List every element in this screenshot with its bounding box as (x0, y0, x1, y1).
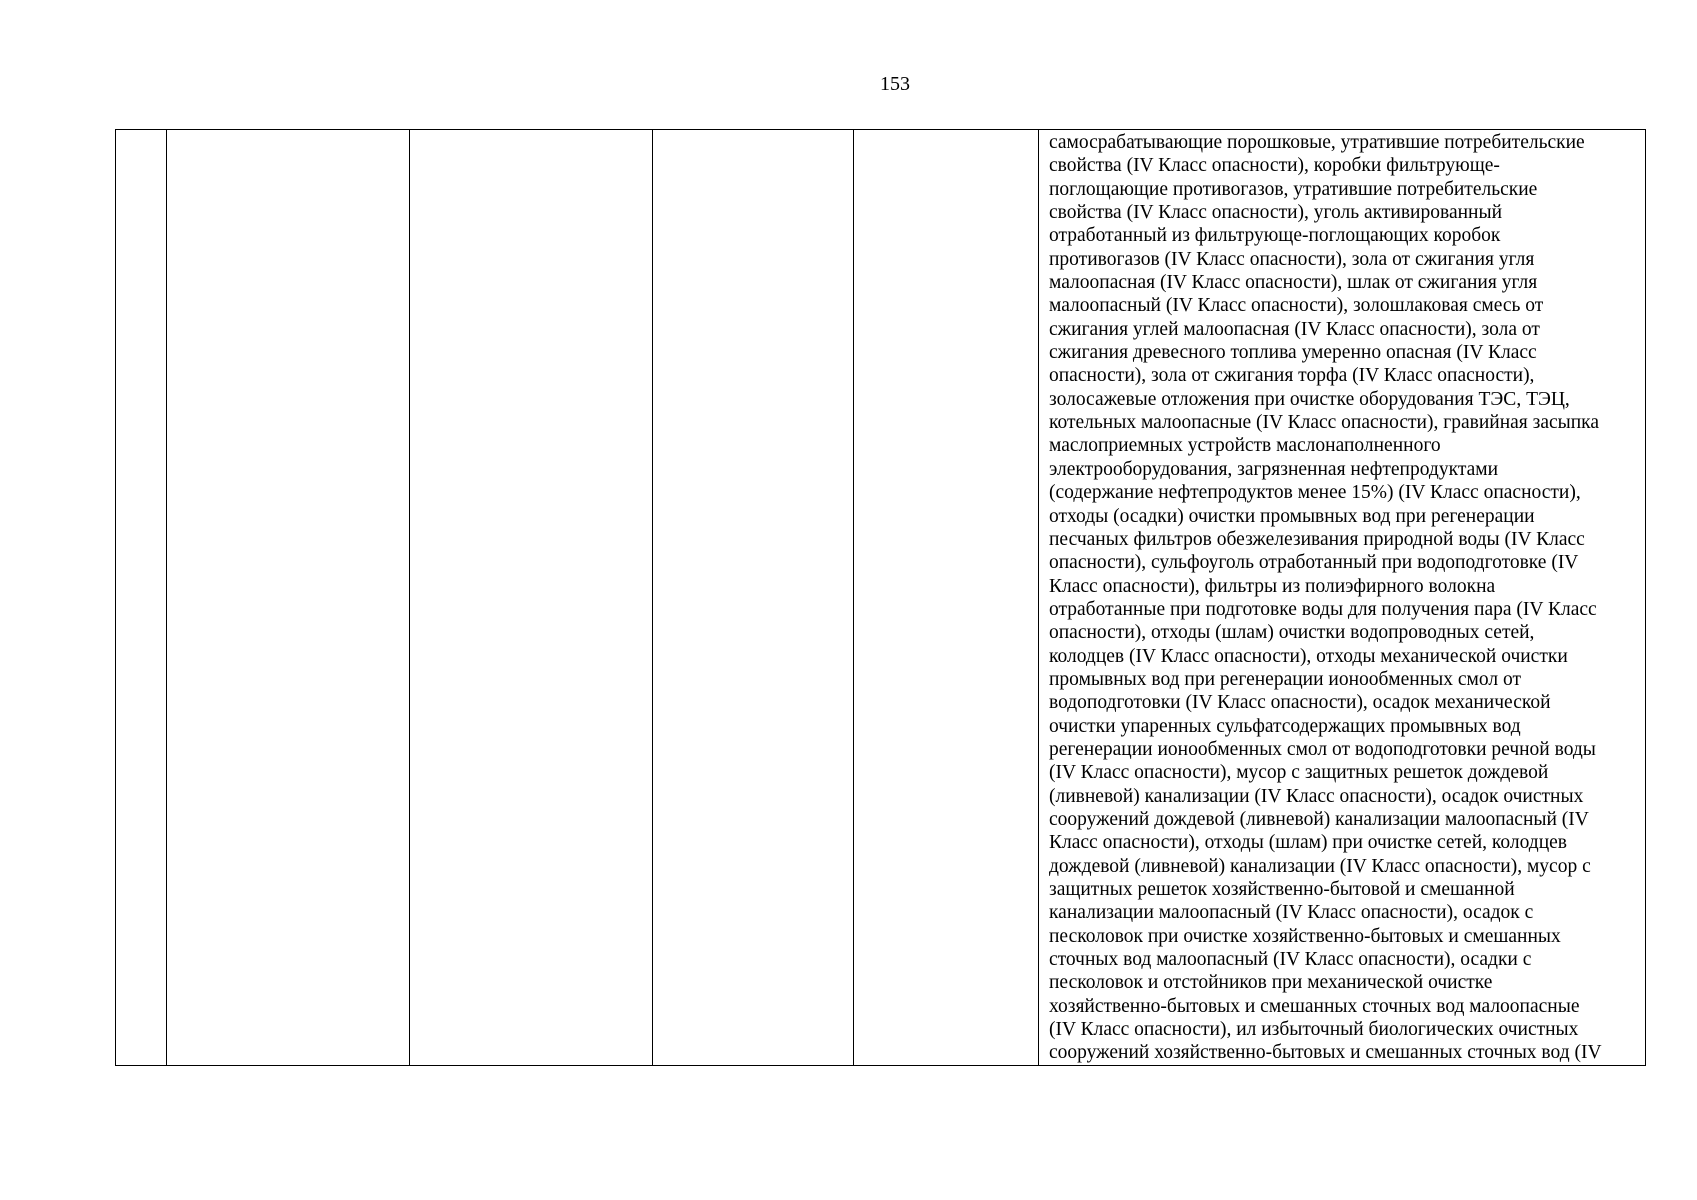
description-line: котельных малоопасные (IV Класс опасности), гравийная засыпка (1049, 412, 1600, 434)
description-line: водоподготовки (IV Класс опасности), осадок механической (1049, 692, 1551, 714)
description-line: канализации малоопасный (IV Класс опасности), осадок с (1049, 902, 1534, 924)
description-line: маслоприемных устройств маслонаполненного (1049, 435, 1441, 457)
table-row (116, 130, 1646, 1066)
description-line: отработанные при подготовке воды для получения пара (IV Класс (1049, 598, 1597, 620)
description-line: поглощающие противогазов, утратившие потребительские (1049, 178, 1538, 200)
description-line: сточных вод малоопасный (IV Класс опасности), осадки с (1049, 949, 1532, 971)
description-line: песколовок и отстойников при механической очистке (1049, 972, 1493, 994)
waste-description-text (1039, 130, 1645, 1065)
description-line: (IV Класс опасности), мусор с защитных решеток дождевой (1049, 762, 1549, 784)
description-line: сжигания углей малоопасная (IV Класс опасности), зола от (1049, 318, 1540, 340)
page-number: 153 (880, 73, 910, 95)
description-line: защитных решеток хозяйственно-бытовой и смешанной (1049, 879, 1515, 900)
table-cell-3 (410, 130, 653, 1066)
description-line: свойства (IV Класс опасности), коробки фильтрующе- (1049, 155, 1500, 177)
table-cell-waste-description (1039, 130, 1646, 1066)
description-line: золосажевые отложения при очистке оборудования ТЭС, ТЭЦ, (1049, 388, 1570, 410)
description-line: Класс опасности), фильтры из полиэфирного волокна (1049, 575, 1496, 597)
description-line: опасности), сульфоуголь отработанный при водоподготовке (IV (1049, 552, 1579, 574)
description-line: малоопасная (IV Класс опасности), шлак от сжигания угля (1049, 272, 1538, 294)
table-cell-number (116, 130, 167, 1066)
description-line: песколовок при очистке хозяйственно-бытовых и смешанных (1049, 925, 1561, 947)
description-line: регенерации ионообменных смол от водоподготовки речной воды (1049, 738, 1596, 760)
description-line: сооружений дождевой (ливневой) канализации малоопасный (IV (1049, 808, 1589, 830)
description-line: самосрабатывающие порошковые, утратившие потребительские (1049, 132, 1585, 153)
description-line: колодцев (IV Класс опасности), отходы механической очистки (1049, 645, 1568, 667)
description-line: отработанный из фильтрующе-поглощающих коробок (1049, 225, 1501, 247)
description-line: опасности), зола от сжигания торфа (IV Класс опасности), (1049, 365, 1535, 387)
description-line: свойства (IV Класс опасности), уголь активированный (1049, 202, 1503, 224)
description-line: очистки упаренных сульфатсодержащих промывных вод (1049, 715, 1521, 737)
table-cell-5 (854, 130, 1039, 1066)
description-line: отходы (осадки) очистки промывных вод при регенерации (1049, 505, 1535, 527)
description-line: Класс опасности), отходы (шлам) при очистке сетей, колодцев (1049, 832, 1568, 854)
table-cell-2 (167, 130, 410, 1066)
description-line: противогазов (IV Класс опасности), зола от сжигания угля (1049, 248, 1535, 270)
description-line: сжигания древесного топлива умеренно опасная (IV Класс (1049, 342, 1537, 364)
description-line: (IV Класс опасности), ил избыточный биологических очистных (1049, 1019, 1579, 1041)
description-line: электрооборудования, загрязненная нефтепродуктами (1049, 458, 1499, 480)
description-line: опасности), отходы (шлам) очистки водопроводных сетей, (1049, 622, 1535, 644)
description-line: малоопасный (IV Класс опасности), золошлаковая смесь от (1049, 295, 1544, 317)
waste-table (115, 129, 1646, 1066)
description-line: промывных вод при регенерации ионообменных смол от (1049, 668, 1521, 690)
description-line: дождевой (ливневой) канализации (IV Класс опасности), мусор с (1049, 855, 1591, 877)
description-line: (ливневой) канализации (IV Класс опасности), осадок очистных (1049, 785, 1584, 807)
table-cell-4 (653, 130, 854, 1066)
description-line: хозяйственно-бытовых и смешанных сточных вод малоопасные (1049, 995, 1580, 1017)
description-line: песчаных фильтров обезжелезивания природной воды (IV Класс (1049, 528, 1585, 550)
description-line: (содержание нефтепродуктов менее 15%) (IV Класс опасности), (1049, 482, 1581, 504)
description-line: сооружений хозяйственно-бытовых и смешанных сточных вод (IV (1049, 1042, 1602, 1064)
